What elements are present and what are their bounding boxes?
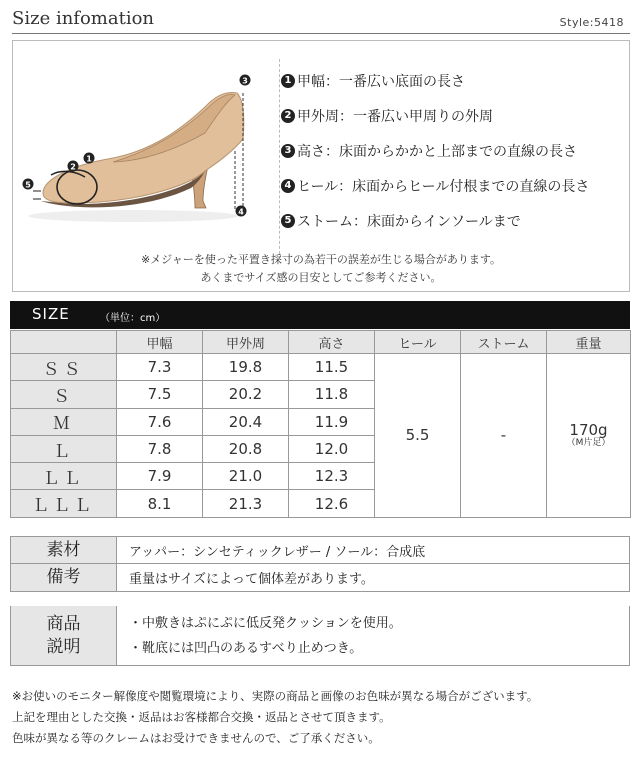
pump-shoe-illustration <box>13 41 279 261</box>
table-cell: 11.8 <box>289 381 375 408</box>
size-label: ＬＬ <box>11 463 117 490</box>
table-cell: 21.0 <box>203 463 289 490</box>
table-cell: 7.9 <box>117 463 203 490</box>
size-section-bar <box>10 301 630 329</box>
legend-text: 高さ：床面からかかと上部までの直線の長さ <box>297 143 577 160</box>
table-cell: 11.9 <box>289 408 375 435</box>
size-label: Ｓ <box>11 381 117 408</box>
shoe-marker-1: 1 <box>86 154 92 164</box>
material-row <box>10 536 630 564</box>
number-badge-4: 4 <box>281 179 295 193</box>
shoe-marker-2: 2 <box>70 162 76 172</box>
size-unit: （単位：cm） <box>100 313 166 324</box>
remarks-row <box>10 564 630 592</box>
remarks-value: 重量はサイズによって個体差があります。 <box>129 572 374 587</box>
legend-item <box>281 63 589 98</box>
remarks-label: 備考 <box>11 564 117 591</box>
measurement-note-1: ※メジャーを使った平置き採寸の為若干の誤差が生じる場合があります。 <box>140 253 502 266</box>
table-cell: 20.4 <box>203 408 289 435</box>
footer-notes <box>12 686 632 749</box>
size-diagram-panel <box>12 40 630 292</box>
legend-text: 甲外周：一番広い甲周りの外周 <box>297 108 493 125</box>
footer-line: 色味が異なる等のクレームはお受けできませんので、ご了承ください。 <box>12 731 380 745</box>
size-title: SIZE <box>32 305 70 323</box>
page-header <box>12 6 630 34</box>
measurement-note-2: あくまでサイズ感の目安としてご参考ください。 <box>200 271 442 284</box>
measurement-legend <box>281 63 589 238</box>
legend-text: 甲幅：一番広い底面の長さ <box>297 73 465 90</box>
table-cell: 21.3 <box>203 490 289 517</box>
column-header: 高さ <box>289 331 375 354</box>
size-label: Ｌ <box>11 435 117 462</box>
number-badge-3: 3 <box>281 144 295 158</box>
number-badge-2: 2 <box>281 109 295 123</box>
shoe-marker-3: 3 <box>242 76 248 86</box>
number-badge-1: 1 <box>281 74 295 88</box>
material-label: 素材 <box>11 537 117 563</box>
weight-value: 170g <box>569 421 608 440</box>
page-title: Size infomation <box>12 8 155 29</box>
heel-value: 5.5 <box>375 354 461 518</box>
description-label-line: 説明 <box>46 636 81 657</box>
column-header: ヒール <box>375 331 461 354</box>
weight-cell <box>547 354 631 518</box>
footer-line: 上記を理由とした交換・返品はお客様都合交換・返品とさせて頂きます。 <box>12 710 391 724</box>
table-cell: 12.3 <box>289 463 375 490</box>
legend-item <box>281 203 589 238</box>
description-label <box>11 606 117 665</box>
weight-note: （M片足） <box>566 437 611 448</box>
shoe-marker-5: 5 <box>25 180 31 190</box>
column-header: 重量 <box>547 331 631 354</box>
legend-item <box>281 168 589 203</box>
table-cell: 20.8 <box>203 435 289 462</box>
size-label: Ｍ <box>11 408 117 435</box>
column-header: 甲幅 <box>117 331 203 354</box>
size-table <box>10 330 631 518</box>
number-badge-5: 5 <box>281 214 295 228</box>
size-label: ＬＬＬ <box>11 490 117 517</box>
legend-item <box>281 133 589 168</box>
table-cell: 19.8 <box>203 354 289 381</box>
dashed-divider <box>279 59 280 259</box>
description-label-line: 商品 <box>46 613 81 634</box>
table-cell: 11.5 <box>289 354 375 381</box>
column-header: 甲外周 <box>203 331 289 354</box>
description-row <box>10 606 630 666</box>
table-cell: 7.8 <box>117 435 203 462</box>
table-cell: 7.5 <box>117 381 203 408</box>
table-cell: 12.0 <box>289 435 375 462</box>
column-header: ストーム <box>461 331 547 354</box>
legend-text: ストーム：床面からインソールまで <box>297 213 521 230</box>
size-label: ＳＳ <box>11 354 117 381</box>
description-item: ・靴底には凹凸のあるすべり止めつき。 <box>129 640 363 656</box>
footer-line: ※お使いのモニター解像度や閲覧環境により、実際の商品と画像のお色味が異なる場合がございます。 <box>12 689 539 703</box>
table-row <box>11 354 631 381</box>
storm-value: - <box>461 354 547 518</box>
style-number: Style:5418 <box>559 16 624 29</box>
table-cell: 7.3 <box>117 354 203 381</box>
shoe-marker-4: 4 <box>238 207 244 217</box>
table-cell: 12.6 <box>289 490 375 517</box>
legend-item <box>281 98 589 133</box>
description-item: ・中敷きはぷにぷに低反発クッションを使用。 <box>129 615 402 631</box>
table-cell: 20.2 <box>203 381 289 408</box>
table-cell: 8.1 <box>117 490 203 517</box>
table-header-row <box>11 331 631 354</box>
description-list <box>117 606 629 665</box>
header-corner <box>11 331 117 354</box>
table-cell: 7.6 <box>117 408 203 435</box>
material-value: アッパー：シンセティックレザー / ソール：合成底 <box>129 544 426 560</box>
legend-text: ヒール：床面からヒール付根までの直線の長さ <box>297 178 590 195</box>
